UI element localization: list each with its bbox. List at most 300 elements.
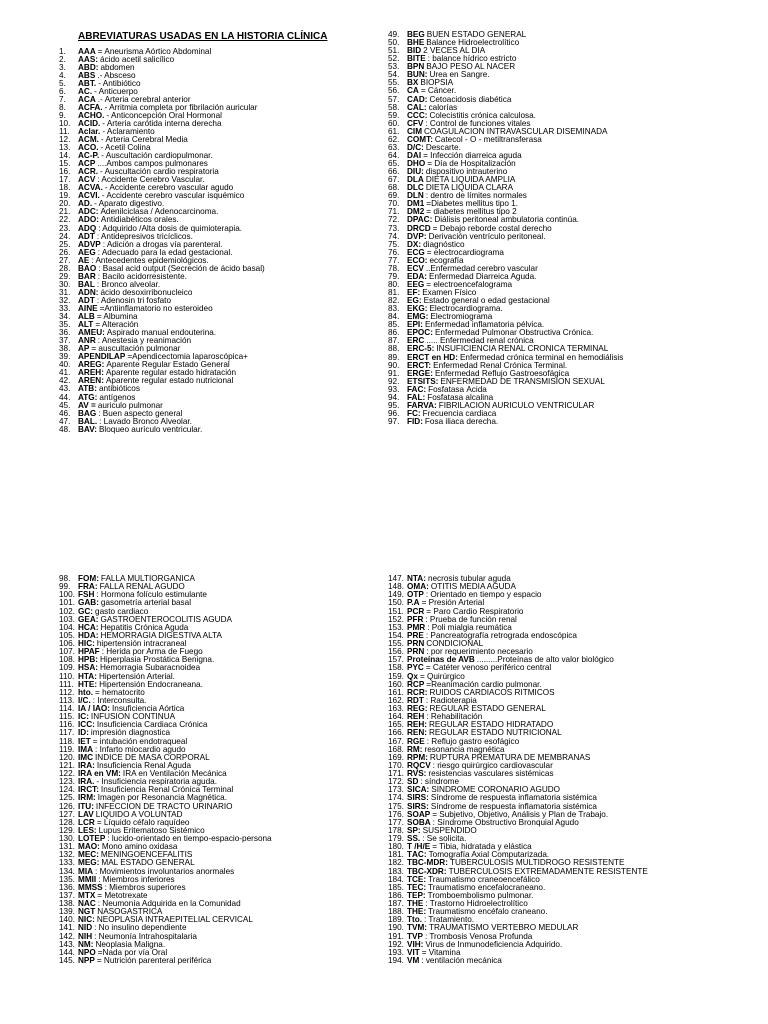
- abbreviation-definition: hipertensión intracraneal: [96, 640, 187, 648]
- abbreviation-entry: [388, 924, 758, 932]
- entry-number: 189.: [388, 916, 404, 925]
- entry-number: 41.: [59, 369, 71, 378]
- entry-number: 66.: [388, 168, 400, 177]
- abbreviation-term: LOTEP: [78, 835, 106, 843]
- entry-number: 35.: [59, 321, 71, 330]
- abbreviation-entry: [388, 705, 758, 713]
- abbreviation-term: VIT: [407, 948, 420, 957]
- abbreviation-definition: = Subjetivo, Objetivo, Análisis y Plan de Trabajo.: [432, 810, 609, 819]
- abbreviation-entry: [388, 313, 758, 321]
- entry-number: 24.: [59, 232, 71, 241]
- entry-number: 121.: [59, 761, 75, 770]
- abbreviation-entry: [59, 112, 369, 120]
- abbreviation-entry: [59, 591, 379, 599]
- entry-number: 158.: [388, 664, 404, 673]
- abbreviation-definition: dispositivo intrauterino: [425, 168, 508, 177]
- abbreviation-term: NGT: [78, 908, 96, 917]
- entry-number: 43.: [59, 385, 71, 394]
- abbreviation-entry: [59, 721, 379, 729]
- abbreviation-entry: [388, 47, 758, 55]
- entry-number: 176.: [388, 810, 404, 819]
- abbreviation-term: FARVA:: [407, 401, 437, 410]
- abbreviation-definition: LIQUIDO A VOLUNTAD: [95, 810, 183, 819]
- abbreviation-term: MMSS: [78, 883, 103, 892]
- abbreviation-term: ACFA.: [78, 103, 103, 112]
- abbreviation-entry: [59, 345, 369, 353]
- abbreviation-definition: TUBERCULOSIS MULTIDROGO RESISTENTE: [449, 859, 625, 868]
- abbreviation-definition: TUBERCULOSIS EXTREMADAMENTE RESISTENTE: [448, 867, 648, 876]
- abbreviation-definition: : Anestesia y reanimación: [97, 337, 192, 346]
- abbreviation-definition: RUPTURA PREMATURA DE MEMBRANAS: [429, 753, 591, 762]
- abbreviation-term: FSH: [78, 591, 95, 600]
- abbreviation-entry: [59, 289, 369, 297]
- abbreviation-definition: DIETA LIQUIDA AMPLIA: [425, 176, 516, 185]
- abbreviation-term: AD.: [78, 200, 93, 209]
- entry-number: 100.: [59, 591, 75, 600]
- abbreviation-definition: = intubación endotraqueal: [92, 737, 188, 746]
- entry-number: 118.: [59, 737, 75, 746]
- abbreviation-definition: : Síndrome Obstructivo Bronquial Agudo: [432, 818, 579, 827]
- abbreviation-definition: - Arteria Cerebral Media: [100, 136, 188, 145]
- abbreviation-term: CCC:: [407, 111, 428, 120]
- abbreviation-term: GC:: [78, 607, 94, 616]
- abbreviation-term: APENDILAP: [78, 353, 126, 362]
- abbreviation-definition: Estado general o edad gestacional: [423, 297, 550, 306]
- entry-number: 78.: [388, 264, 400, 273]
- abbreviation-definition: : Accidente Cerebro Vascular.: [97, 176, 205, 185]
- abbreviation-entry: [388, 337, 758, 345]
- abbreviation-definition: - Arteria carótida interna derecha: [102, 119, 222, 128]
- abbreviation-term: AP: [78, 345, 90, 354]
- abbreviation-term: AMEU:: [78, 329, 105, 338]
- abbreviation-entry: [59, 168, 369, 176]
- abbreviation-definition: OTITIS MEDIA AGUDA: [430, 583, 516, 592]
- abbreviation-definition: antígenos: [99, 393, 136, 402]
- entry-number: 15.: [59, 160, 71, 169]
- abbreviation-entry: [59, 673, 379, 681]
- abbreviation-term: RCP: [407, 680, 425, 689]
- abbreviation-term: BUN:: [407, 71, 428, 80]
- abbreviation-definition: Aparente Regular Estado General: [106, 361, 230, 370]
- abbreviation-entry: [388, 104, 758, 112]
- abbreviation-entry: [59, 192, 369, 200]
- abbreviation-definition: : Rehabilitación: [426, 713, 483, 722]
- abbreviation-entry: [59, 128, 369, 136]
- abbreviation-entry: [59, 941, 379, 949]
- abbreviation-term: HIC:: [78, 640, 95, 648]
- abbreviation-definition: - Antibiótico: [98, 79, 141, 88]
- abbreviation-definition: INSUFICIENCIA RENAL CRONICA TERMINAL: [436, 345, 609, 354]
- entry-number: 108.: [59, 656, 75, 665]
- abbreviation-definition: FALLA RENAL AGUDO: [99, 583, 185, 592]
- abbreviation-term: OMA:: [407, 583, 429, 592]
- abbreviation-definition: =Antiinflamatorio no esteroideo: [99, 305, 213, 313]
- entry-number: 117.: [59, 729, 75, 738]
- abbreviation-definition: : Se solicita.: [422, 835, 467, 843]
- abbreviation-entry: [59, 176, 369, 184]
- entry-number: 12.: [59, 136, 71, 145]
- entry-number: 135.: [59, 875, 75, 884]
- entry-number: 107.: [59, 648, 75, 657]
- abbreviation-definition: REGULAR ESTADO HIDRATADO: [429, 721, 554, 730]
- abbreviation-term: AAS:: [78, 55, 99, 64]
- entry-number: 182.: [388, 859, 404, 868]
- abbreviation-entry: [59, 321, 369, 329]
- abbreviation-entry: [59, 664, 379, 672]
- abbreviation-definition: : balance hídrico estricto: [427, 55, 517, 64]
- entry-number: 174.: [388, 794, 404, 803]
- abbreviation-entry: [388, 900, 758, 908]
- abbreviation-definition: Hepatitis Crónica Aguda: [100, 623, 189, 632]
- abbreviation-term: ACA: [78, 95, 96, 104]
- abbreviation-entry: [388, 892, 758, 900]
- abbreviation-entry: [59, 72, 369, 80]
- entry-number: 132.: [59, 851, 75, 860]
- abbreviation-definition: : Adición a drogas vía parenteral.: [102, 240, 223, 249]
- entry-number: 63.: [388, 143, 400, 152]
- abbreviation-definition: : Adquirido /Alta dosis de quimioterapia.: [98, 224, 243, 233]
- abbreviation-definition: = Aneurisma Aórtico Abdominal: [97, 47, 212, 56]
- abbreviation-entry: [388, 762, 758, 770]
- abbreviation-entry: [388, 689, 758, 697]
- abbreviation-term: CAL:: [407, 103, 427, 112]
- entry-number: 89.: [388, 353, 400, 362]
- abbreviation-term: BX: [407, 79, 419, 88]
- abbreviation-definition: Hiperplasia Prostática Benigna.: [100, 656, 215, 665]
- entry-number: 133.: [59, 859, 75, 868]
- abbreviation-term: ACR.: [78, 168, 99, 177]
- abbreviation-entry: [59, 160, 369, 168]
- abbreviation-definition: : Miembros inferiores: [98, 875, 175, 884]
- abbreviation-entry: [388, 608, 758, 616]
- abbreviation-definition: : Reflujo gastro esofágico: [426, 737, 520, 746]
- entry-number: 3.: [59, 63, 66, 72]
- abbreviation-term: SD: [407, 778, 419, 787]
- abbreviation-definition: Aparente regular estado hidratación: [105, 369, 237, 378]
- abbreviation-definition: impresión diagnostica: [90, 729, 171, 738]
- abbreviation-definition: TRAUMATISMO VERTEBRO MEDULAR: [429, 924, 579, 933]
- abbreviation-term: TEP:: [407, 891, 426, 900]
- abbreviation-term: CAD:: [407, 95, 428, 104]
- abbreviation-entry: [59, 900, 379, 908]
- abbreviation-term: FOM:: [78, 575, 99, 583]
- abbreviation-entry: [59, 120, 369, 128]
- abbreviation-definition: ..... Enfermedad renal crónica: [426, 337, 534, 346]
- entry-number: 160.: [388, 680, 404, 689]
- abbreviation-term: HCA:: [78, 623, 99, 632]
- abbreviation-entry: [59, 273, 369, 281]
- entry-number: 172.: [388, 778, 404, 787]
- abbreviation-entry: [388, 599, 758, 607]
- abbreviation-entry: [59, 305, 369, 313]
- abbreviation-definition: FIBRILACION AURICULO VENTRICULAR: [438, 401, 595, 410]
- abbreviation-term: FAL:: [407, 393, 426, 402]
- abbreviation-entry: [388, 362, 758, 370]
- abbreviation-term: PYC: [407, 664, 424, 673]
- abbreviation-entry: [388, 305, 758, 313]
- abbreviation-definition: = Catéter venoso periférico central: [425, 664, 552, 673]
- abbreviation-entry: [59, 410, 369, 418]
- abbreviation-definition: Colecistitis crónica calculosa.: [429, 111, 536, 120]
- abbreviation-definition: : Antecedentes epidemiológicos.: [91, 256, 209, 265]
- abbreviation-term: EF:: [407, 289, 421, 297]
- entry-number: 104.: [59, 623, 75, 632]
- abbreviation-term: HDA:: [78, 631, 99, 640]
- entry-number: 56.: [388, 87, 400, 96]
- abbreviation-term: ADT: [78, 296, 95, 305]
- entry-number: 73.: [388, 224, 400, 233]
- abbreviation-definition: = Metotrexate: [97, 891, 148, 900]
- abbreviation-entry: [59, 96, 369, 104]
- abbreviation-definition: - Aparato digestivo.: [94, 200, 165, 209]
- abbreviation-entry: [59, 819, 379, 827]
- abbreviation-term: SICA:: [407, 786, 430, 795]
- abbreviation-term: ETSITS:: [407, 377, 439, 386]
- abbreviation-term: ERC: [407, 337, 425, 346]
- entry-number: 37.: [59, 337, 71, 346]
- entry-number: 88.: [388, 345, 400, 354]
- abbreviation-term: IA / IAO:: [78, 705, 110, 713]
- abbreviation-definition: : lucido-orientado en tiempo-espacio-persona: [107, 835, 272, 843]
- abbreviation-entry: [59, 624, 379, 632]
- abbreviation-definition: Electromiograma: [430, 313, 493, 322]
- entry-number: 114.: [59, 705, 75, 713]
- abbreviation-definition: ecografía: [429, 256, 464, 265]
- abbreviation-term: ADN:: [78, 288, 99, 297]
- abbreviation-entry: [388, 79, 758, 87]
- abbreviation-term: DPAC:: [407, 216, 433, 225]
- abbreviation-definition: = Debajo reborde costal derecho: [432, 224, 552, 233]
- abbreviation-entry: [388, 851, 758, 859]
- entry-number: 131.: [59, 843, 75, 852]
- abbreviation-entry: [59, 575, 379, 583]
- abbreviation-entry: [59, 689, 379, 697]
- entry-number: 175.: [388, 802, 404, 811]
- abbreviation-entry: [59, 329, 369, 337]
- abbreviation-term: ECG: [407, 248, 425, 257]
- abbreviation-term: ACM.: [78, 136, 99, 145]
- entry-number: 156.: [388, 648, 404, 657]
- abbreviation-term: SOAP: [407, 810, 431, 819]
- abbreviation-entry: [59, 868, 379, 876]
- entry-number: 136.: [59, 883, 75, 892]
- abbreviation-definition: Insuficiencia Aórtica: [112, 705, 185, 713]
- abbreviation-definition: : No insulino dependiente: [94, 924, 187, 933]
- abbreviation-entry: [59, 933, 379, 941]
- entry-number: 126.: [59, 802, 75, 811]
- entry-number: 187.: [388, 900, 404, 908]
- entry-number: 141.: [59, 924, 75, 933]
- entry-number: 62.: [388, 135, 400, 144]
- entry-number: 13.: [59, 144, 71, 153]
- abbreviation-entry: [388, 370, 758, 378]
- abbreviation-entry: [388, 144, 758, 152]
- abbreviation-definition: Traumatismo encéfalo craneano.: [428, 908, 548, 917]
- abbreviation-term: REG:: [407, 705, 428, 713]
- entry-number: 127.: [59, 810, 75, 819]
- abbreviation-term: ACO.: [78, 144, 99, 153]
- abbreviation-term: BID: [407, 47, 422, 56]
- entry-number: 71.: [388, 208, 400, 217]
- abbreviation-definition: = Infección diarreica aguda: [423, 151, 522, 160]
- entry-number: 28.: [59, 264, 71, 273]
- abbreviation-term: AE: [78, 256, 90, 265]
- abbreviation-definition: - Auscultación cardio respiratoria: [100, 168, 219, 177]
- abbreviation-entry: [59, 843, 379, 851]
- abbreviation-term: ANR: [78, 337, 96, 346]
- abbreviation-term: TVP: [407, 932, 423, 941]
- abbreviation-entry: [59, 778, 379, 786]
- abbreviation-term: MIA: [78, 867, 94, 876]
- entry-number: 144.: [59, 948, 75, 957]
- abbreviation-term: PCR: [407, 607, 425, 616]
- abbreviation-entry: [388, 738, 758, 746]
- abbreviation-entry: [388, 673, 758, 681]
- abbreviation-entry: [388, 87, 758, 95]
- abbreviation-definition: = diabetes mellitus tipo 2: [426, 208, 517, 217]
- abbreviation-definition: Imagen por Resonancia Magnética.: [97, 794, 227, 803]
- abbreviation-term: TBC-XDR:: [407, 867, 447, 876]
- abbreviation-term: IRCT:: [78, 786, 99, 795]
- abbreviation-entry: [388, 778, 758, 786]
- abbreviation-term: EDA:: [407, 272, 428, 281]
- abbreviation-definition: Urea en Sangre.: [429, 71, 490, 80]
- abbreviation-entry: [59, 827, 379, 835]
- entry-number: 59.: [388, 111, 400, 120]
- abbreviation-entry: [388, 176, 758, 184]
- abbreviation-entry: [59, 353, 369, 361]
- abbreviation-term: ABS: [78, 71, 96, 80]
- entry-number: 23.: [59, 224, 71, 233]
- abbreviation-term: ADVP: [78, 240, 101, 249]
- abbreviation-definition: Descarte.: [425, 143, 461, 152]
- abbreviation-term: THE:: [407, 908, 427, 917]
- abbreviation-term: NID: [78, 924, 93, 933]
- abbreviation-term: IMA: [78, 745, 94, 754]
- abbreviation-term: DX:: [407, 240, 422, 249]
- abbreviation-entry: [59, 640, 379, 648]
- abbreviation-term: AREH:: [78, 369, 104, 378]
- abbreviation-entry: [59, 746, 379, 754]
- entry-number: 8.: [59, 103, 66, 112]
- abbreviation-term: ECV: [407, 264, 424, 273]
- abbreviation-term: BHE: [407, 39, 425, 48]
- abbreviation-term: ALT: [78, 321, 94, 330]
- abbreviation-definition: - Accidente cerebro vascular agudo: [104, 184, 234, 193]
- entry-number: 180.: [388, 843, 404, 852]
- abbreviation-term: REH: [407, 713, 425, 722]
- entry-number: 40.: [59, 361, 71, 370]
- abbreviation-definition: BUEN ESTADO GENERAL: [426, 31, 527, 39]
- abbreviation-term: AV =: [78, 401, 96, 410]
- entry-number: 161.: [388, 688, 404, 697]
- entry-number: 44.: [59, 393, 71, 402]
- entry-number: 98.: [59, 575, 71, 583]
- abbreviation-term: ABD:: [78, 63, 99, 72]
- abbreviation-entry: [388, 216, 758, 224]
- entry-number: 32.: [59, 296, 71, 305]
- entry-number: 20.: [59, 200, 71, 209]
- abbreviation-entry: [388, 281, 758, 289]
- abbreviation-definition: gasto cardiaco: [95, 607, 149, 616]
- abbreviation-term: BAG: [78, 409, 97, 418]
- abbreviation-definition: BAJO PESO AL NACER: [426, 63, 516, 72]
- entry-number: 125.: [59, 794, 75, 803]
- entry-number: 119.: [59, 745, 75, 754]
- abbreviation-entry: [388, 39, 758, 47]
- entry-number: 55.: [388, 79, 400, 88]
- entry-number: 190.: [388, 924, 404, 933]
- abbreviation-entry: [388, 811, 758, 819]
- abbreviation-entry: [59, 394, 369, 402]
- abbreviation-entry: [388, 843, 758, 851]
- abbreviation-term: BAR: [78, 272, 96, 281]
- abbreviation-term: FAC:: [407, 385, 427, 394]
- abbreviation-entry: [59, 738, 379, 746]
- abbreviation-definition: = Paro Cardio Respiratorio: [426, 607, 524, 616]
- abbreviation-entry: [59, 916, 379, 924]
- abbreviation-definition: Derivación ventrículo peritoneal.: [428, 232, 546, 241]
- abbreviation-definition: - Arritmia completa por fibrilación auricular: [104, 103, 258, 112]
- abbreviation-definition: Traumatismo encefalocraneano.: [428, 883, 546, 892]
- abbreviation-term: AREG:: [78, 361, 105, 370]
- entry-number: 159.: [388, 672, 404, 681]
- abbreviation-definition: =Apendicectomia laparoscópica+: [127, 353, 248, 362]
- abbreviation-entry: [59, 924, 379, 932]
- abbreviation-entry: [388, 941, 758, 949]
- entry-number: 163.: [388, 705, 404, 713]
- abbreviation-definition: Síndrome de respuesta inflamatoria sistémica: [430, 794, 597, 803]
- abbreviation-term: GAB:: [78, 599, 99, 608]
- abbreviation-entry: [388, 200, 758, 208]
- entry-number: 69.: [388, 192, 400, 201]
- abbreviation-definition: = Vitamina: [421, 948, 461, 957]
- abbreviation-definition: Bloqueo aurículo ventricular.: [98, 425, 203, 434]
- abbreviation-term: LAV: [78, 810, 94, 819]
- abbreviation-term: OTP: [407, 591, 424, 600]
- abbreviation-term: DRCD: [407, 224, 431, 233]
- entry-number: 83.: [388, 305, 400, 314]
- abbreviation-entry: [59, 729, 379, 737]
- entry-number: 67.: [388, 176, 400, 185]
- entry-number: 75.: [388, 240, 400, 249]
- abbreviation-definition: COAGULACION INTRAVASCULAR DISEMINADA: [424, 127, 608, 136]
- abbreviation-entry: [388, 697, 758, 705]
- abbreviation-definition: .- Absceso: [97, 71, 136, 80]
- abbreviation-definition: : Pancreatografía retrograda endoscópica: [425, 631, 577, 640]
- abbreviation-term: VM: [407, 956, 420, 965]
- abbreviation-entry: [388, 591, 758, 599]
- entry-number: 130.: [59, 835, 75, 843]
- abbreviation-definition: necrosis tubular aguda: [427, 575, 511, 583]
- abbreviation-term: AREN:: [78, 377, 104, 386]
- abbreviation-entry: [59, 265, 369, 273]
- abbreviation-term: ADQ: [78, 224, 97, 233]
- abbreviation-term: RCR:: [407, 688, 428, 697]
- abbreviation-entry: [388, 192, 758, 200]
- abbreviation-term: HSA:: [78, 664, 99, 673]
- entry-number: 166.: [388, 729, 404, 738]
- abbreviation-term: SIRS:: [407, 794, 429, 803]
- abbreviation-term: FID:: [407, 418, 423, 426]
- entry-number: 173.: [388, 786, 404, 795]
- abbreviation-term: ICC:: [78, 721, 95, 730]
- abbreviation-definition: : Herida por Arma de Fuego: [101, 648, 203, 657]
- entry-number: 11.: [59, 127, 70, 136]
- abbreviation-definition: = hematocrito: [95, 688, 145, 697]
- entry-number: 58.: [388, 103, 400, 112]
- abbreviation-definition: ENFERMEDAD DE TRANSMISION SEXUAL: [440, 377, 605, 386]
